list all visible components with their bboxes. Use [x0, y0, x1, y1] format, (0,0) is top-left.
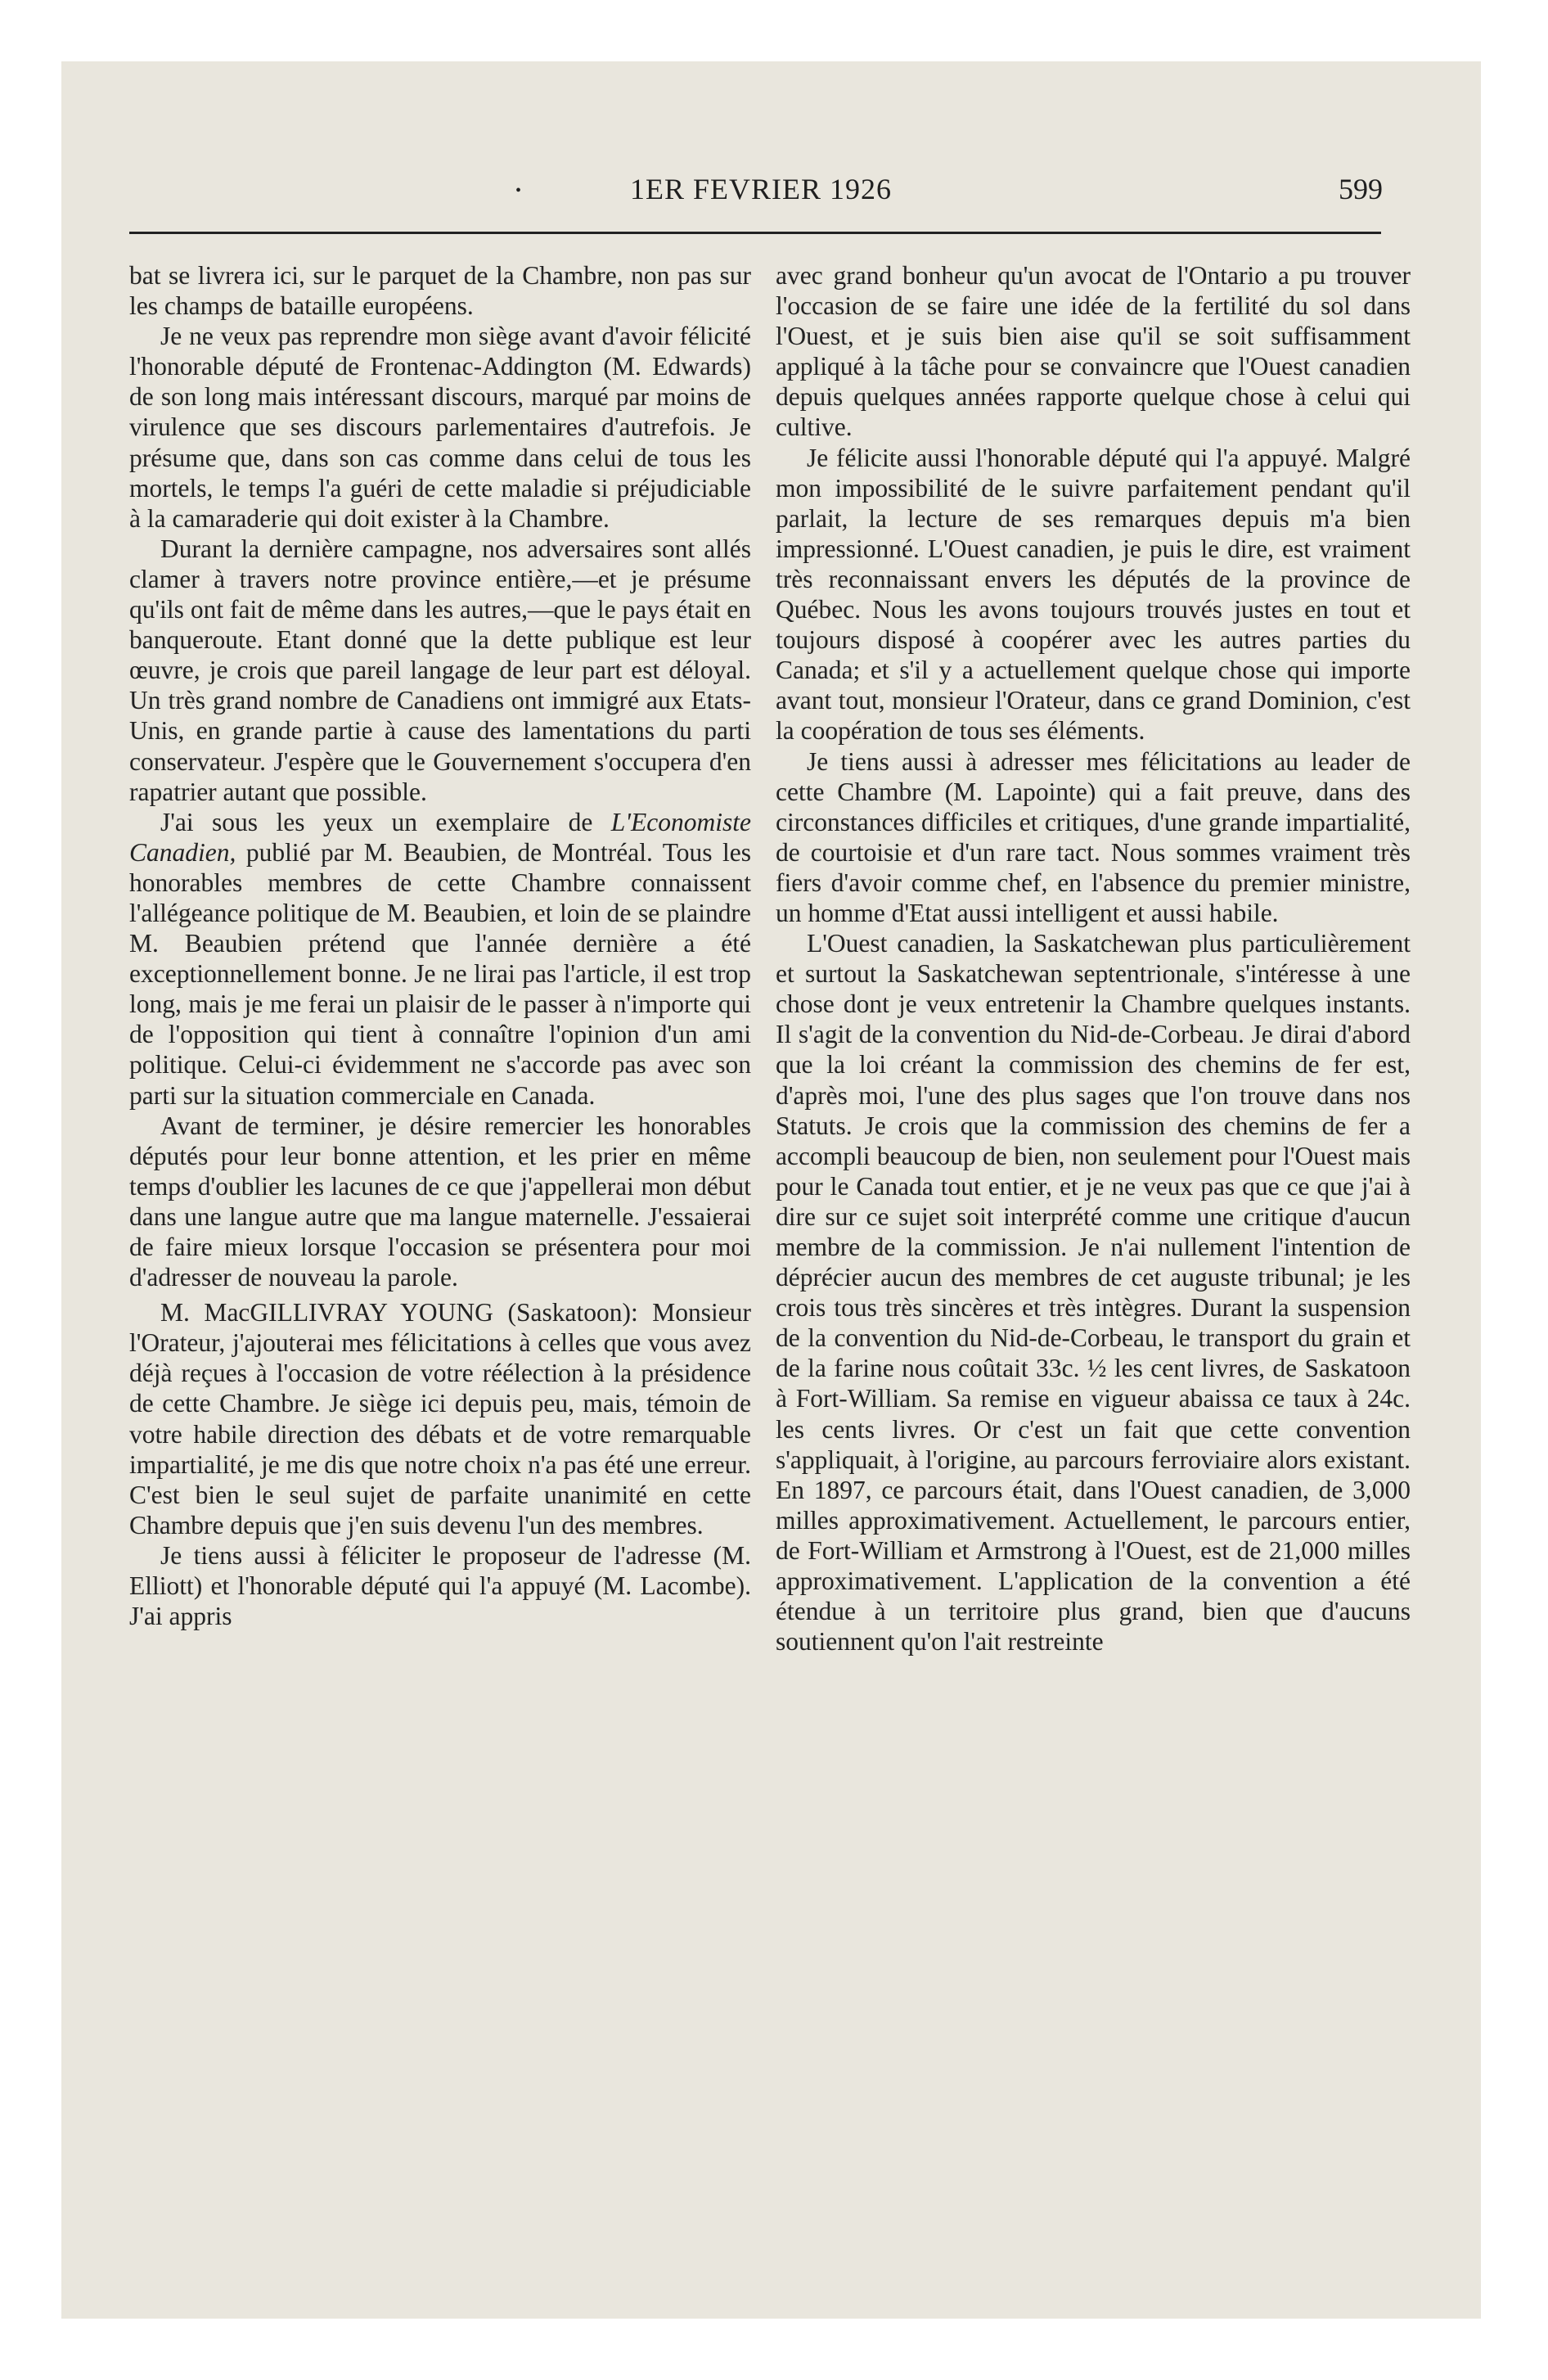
header-date: 1ER FEVRIER 1926 — [630, 173, 893, 205]
paragraph — [129, 807, 751, 1111]
paragraph: Je félicite aussi l'honorable député qui l'a appuyé. Malgré mon impossibilité de le suivre parfaitement pendant qu'il parlait, la lecture de ses remarques depuis m'a bien impressionné. L'Ouest canadien, je puis le dire, est vraiment très reconnaissant envers les députés de la province de Québec. Nous les avons toujours trouvés justes en tout et toujours disposé à coopérer avec les autres parties du Canada; et s'il y a actuellement quelque chose qui importe avant tout, monsieur l'Orateur, dans ce grand Dominion, c'est la coopération de tous ses éléments. — [776, 443, 1411, 746]
speaker-paragraph — [129, 1297, 751, 1540]
paragraph: L'Ouest canadien, la Saskatchewan plus particulièrement et surtout la Saskatchewan septentrionale, s'intéresse à une chose dont je veux entretenir la Chambre quelques instants. Il s'agit de la convention du Nid-de-Corbeau. Je dirai d'abord que la loi créant la commission des chemins de fer est, d'après moi, l'une des plus sages que l'on trouve dans nos Statuts. Je crois que la commission des chemins de fer a accompli beaucoup de bien, non seulement pour l'Ouest mais pour le Canada tout entier, et je ne veux pas que ce que j'ai à dire sur ce sujet soit interprété comme une critique d'aucun membre de la commission. Je n'ai nullement l'intention de déprécier aucun des membres de cet auguste tribunal; je les crois tous très sincères et très intègres. Durant la suspension de la convention du Nid-de-Corbeau, le transport du grain et de la farine nous coûtait 33c. ½ les cent livres, de Saskatoon à Fort-William. Sa remise en vigueur abaissa ce taux à 24c. les cents livres. Or c'est un fait que cette convention s'appliquait, à l'origine, au parcours ferroviaire alors existant. En 1897, ce parcours était, dans l'Ouest canadien, de 3,000 milles approximativement. Actuellement, le parcours entier, de Fort-William et Armstrong à l'Ouest, est de 21,000 milles approximativement. L'application de la convention a été étendue à un territoire plus grand, bien que d'aucuns soutiennent qu'on l'ait restreinte — [776, 929, 1411, 1657]
right-column — [776, 260, 1411, 1657]
paragraph: Avant de terminer, je désire remercier les honorables députés pour leur bonne attention, et les prier en même temps d'oublier les lacunes de ce que j'appellerai mon début dans une langue autre que ma langue maternelle. J'essaierai de faire mieux lorsque l'occasion se présentera pour moi d'adresser de nouveau la parole. — [129, 1111, 751, 1292]
paragraph: avec grand bonheur qu'un avocat de l'Ontario a pu trouver l'occasion de se faire une idée de la fertilité du sol dans l'Ouest, et je suis bien aise qu'il se soit suffisamment appliqué à la tâche pour se convaincre que l'Ouest canadien depuis quelques années rapporte quelque chose à celui qui cultive. — [776, 261, 1411, 442]
bullet-mark: • — [515, 182, 522, 200]
paragraph: Durant la dernière campagne, nos adversaires sont allés clamer à travers notre province entière,—et je présume qu'ils ont fait de même dans les autres,—que le pays était en banqueroute. Etant donné que la dette publique est leur œuvre, je crois que pareil langage de leur part est déloyal. Un très grand nombre de Canadiens ont immigré aux Etats-Unis, en grande partie à cause des lamentations du parti conservateur. J'espère que le Gouvernement s'occupera d'en rapatrier autant que possible. — [129, 534, 751, 806]
text-run: (Saskatoon): Monsieur l'Orateur, j'ajouterai mes félicitations à celles que vous avez déjà reçues à l'occasion de votre réélection à la présidence de cette Chambre. Je siège ici depuis peu, mais, témoin de votre habile direction des débats et de votre remarquable impartialité, je me dis que notre choix n'a pas été une erreur. C'est bien le seul sujet de parfaite unanimité en cette Chambre depuis que j'en suis devenu l'un des membres. — [129, 1298, 751, 1539]
paragraph: Je ne veux pas reprendre mon siège avant d'avoir félicité l'honorable député de Frontenac-Addington (M. Edwards) de son long mais intéressant discours, marqué par moins de virulence que ses discours parlementaires d'autrefois. Je présume que, dans son cas comme dans celui de tous les mortels, le temps l'a guéri de cette maladie si préjudiciable à la camaraderie qui doit exister à la Chambre. — [129, 322, 751, 533]
left-column — [129, 260, 751, 1631]
header-rule — [129, 232, 1381, 234]
page-number: 599 — [1339, 173, 1383, 205]
paragraph: Je tiens aussi à féliciter le proposeur de l'adresse (M. Elliott) et l'honorable député qui l'a appuyé (M. Lacombe). J'ai appris — [129, 1540, 751, 1631]
publication-title: L'Economiste Canadien, — [129, 807, 751, 867]
page-header — [131, 172, 1407, 221]
text-run: J'ai sous les yeux un exemplaire de — [160, 807, 611, 836]
speaker-name: M. MacGILLIVRAY YOUNG — [160, 1298, 493, 1327]
paragraph: Je tiens aussi à adresser mes félicitations au leader de cette Chambre (M. Lapointe) qui a fait preuve, dans des circonstances difficiles et critiques, d'une grande impartialité, de courtoisie et d'un rare tact. Nous sommes vraiment très fiers d'avoir comme chef, en l'absence du premier ministre, un homme d'Etat aussi intelligent et aussi habile. — [776, 746, 1411, 927]
text-run: publié par M. Beaubien, de Montréal. Tous les honorables membres de cette Chambre connaissent l'allégeance politique de M. Beaubien, et loin de se plaindre M. Beaubien prétend que l'année dernière a été exceptionnellement bonne. Je ne lirai pas l'article, il est trop long, mais je me ferai un plaisir de le passer à n'importe qui de l'opposition qui tient à connaître l'opinion d'un ami politique. Celui-ci évidemment ne s'accorde pas avec son parti sur la situation commerciale en Canada. — [129, 837, 751, 1110]
paragraph: bat se livrera ici, sur le parquet de la Chambre, non pas sur les champs de bataille européens. — [129, 261, 751, 321]
